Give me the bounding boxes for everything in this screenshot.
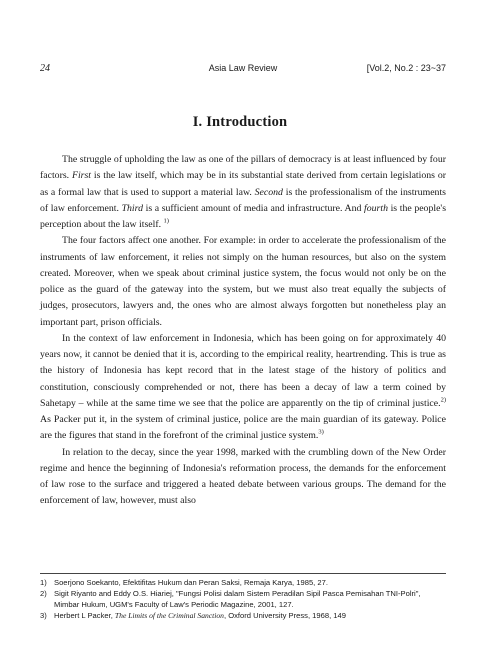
footnote-text: Soerjono Soekanto, Efektifitas Hukum dan Peran Saksi, Remaja Karya, 1985, 27. xyxy=(54,578,328,587)
section-heading: I. Introduction xyxy=(192,114,288,130)
cited-book-title: The Limits of the Criminal Sanction xyxy=(114,611,224,621)
paragraph-2: The four factors affect one another. For example: in order to accelerate the professionalism of the instruments of law enforcement, it relies not simply on the human resources, but also on the system created. Moreover, when we speak about criminal justice system, the focus would not only be on the police as the guard of the gateway into the system, but we must also treat equally the subjects of judges, prosecutors, lawyers and, the ones who are almost always forgotten but nonetheless play an important part, prison officials. xyxy=(40,235,446,328)
footnote-1 xyxy=(40,577,446,588)
footnote-text: Sigit Riyanto and Eddy O.S. Hiariej, "Fungsi Polisi dalam Sistem Peradilan Sipil Pasca Pemisahan TNI-Polri", Mimbar Hukum, UGM's Faculty of Law's Periodic Magazine, 2001, 127. xyxy=(54,589,421,610)
footnote-ref-2[interactable]: 2) xyxy=(440,396,446,404)
paragraph-1: The struggle of upholding the law as one of the pillars of democracy is at least influenced by four factors. First is the law itself, which may be in its substantial state derived from certain legislations or as a formal law that is used to support a material law. Second is the professionalism of the instruments of law enforcement. Third is a sufficient amount of media and infrastructure. And fourth is the people's perception about the law itself. $^{1)}$ xyxy=(40,154,447,230)
footnote-3 xyxy=(40,610,446,621)
footnote-divider xyxy=(40,573,446,574)
footnote-number: 1) xyxy=(40,578,47,587)
paragraph-4: In relation to the decay, since the year 1998, marked with the crumbling down of the New Order regime and hence the beginning of Indonesia's reformation process, the demands for the enforcement of law rose to the surface and triggered a heated debate between various groups. The demand for the enforcement of law, however, must also xyxy=(40,446,446,507)
footnote-number: 2) xyxy=(40,589,47,599)
footnote-text: Herbert L Packer, The Limits of the Criminal Sanction, Oxford University Press, 1968, 149 xyxy=(54,611,346,621)
footnote-number: 3) xyxy=(40,611,47,621)
page-number: 24 xyxy=(40,63,50,74)
volume-info: [Vol.2, No.2 : 23~37 xyxy=(366,63,446,73)
footnotes xyxy=(40,577,446,621)
body-text xyxy=(40,152,446,510)
journal-name: Asia Law Review xyxy=(208,63,278,73)
footnote-2 xyxy=(40,588,446,610)
running-head xyxy=(40,63,446,77)
footnote-ref-3[interactable]: 3) xyxy=(318,428,324,436)
paragraph-3: In the context of law enforcement in Indonesia, which has been going on for approximately 40 years now, it cannot be denied that it is, according to the empirical reality, heartrending. This is true as the history of Indonesia has kept record that in the latest stage of the history of politics and constitution, consciously comprehended or not, there has been a decay of law a term coined by Sahetapy – while at the same time we see that the police are apparently on the tip of criminal justice.$^{2)}$ As Packer put it, in the system of criminal justice, police are the main guardian of its gateway. Police are the figures that stand in the forefront of the criminal justice system.$^{3)}$ xyxy=(40,332,446,442)
footnote-ref-1[interactable]: 1) xyxy=(163,217,169,225)
